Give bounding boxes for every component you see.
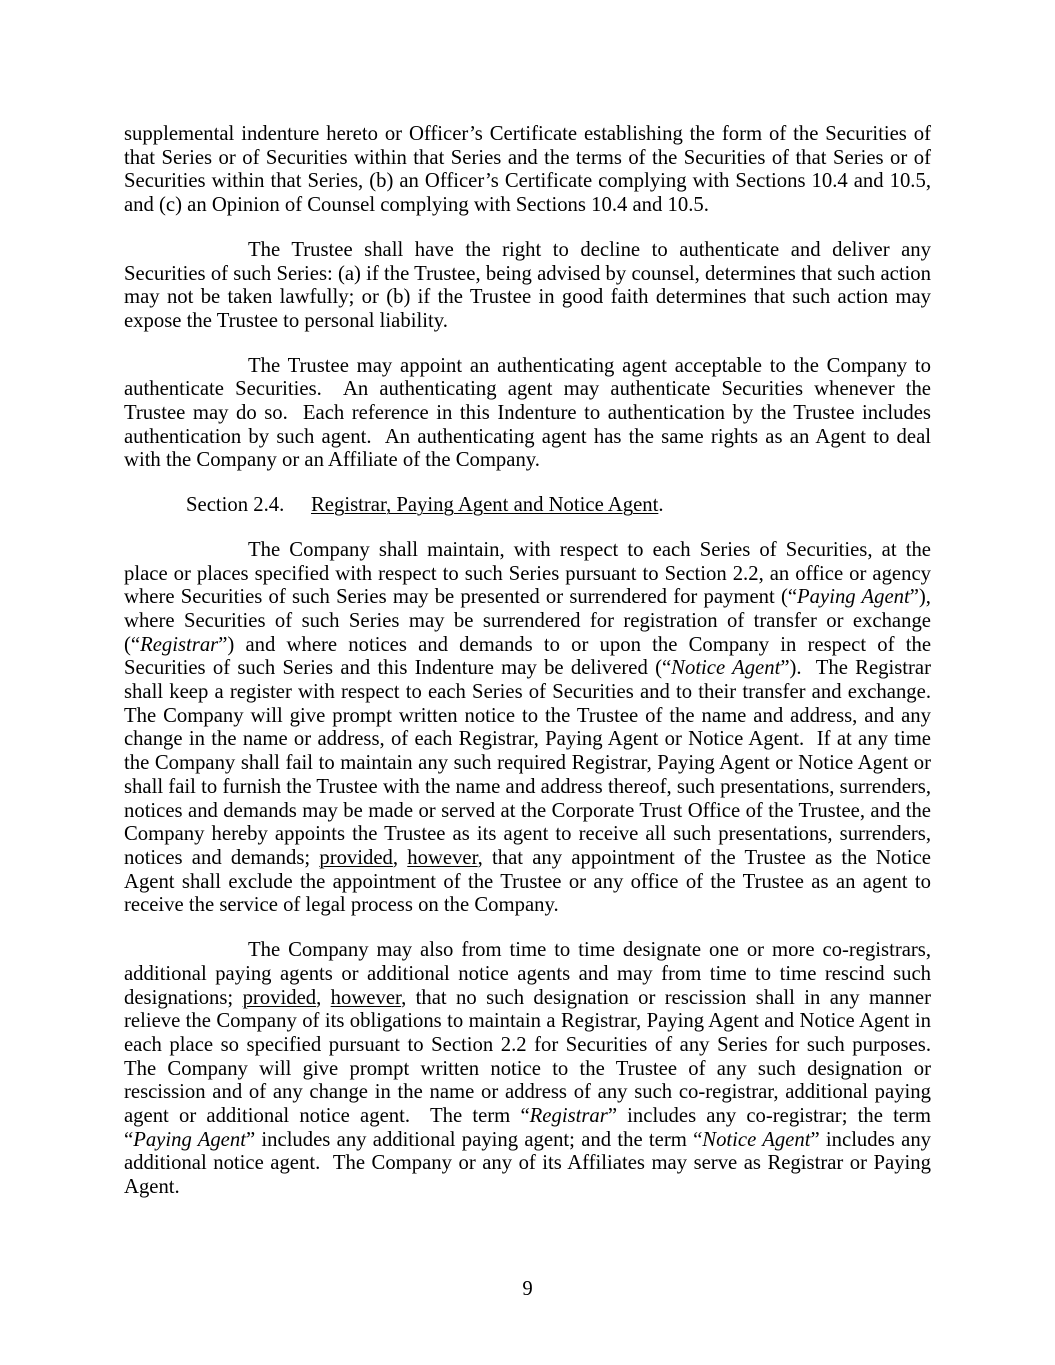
paragraph-text: , that any appointment of the Trustee as the Notice Agent shall exclude the appointment of the Trustee or any office of the Trustee as an agent to receive the service of legal process on the Company. [124, 846, 937, 917]
paragraph-text: ” includes any additional paying agent; and the term “ [245, 1128, 703, 1151]
decline-authentication-paragraph: The Trustee shall have the right to decline to authenticate and deliver any Securities of such Series: (a) if the Trustee, being advised by counsel, determines that such action may not be taken lawfully; or (b) if the Trustee in good faith determines that such action may expose the Trustee to personal liability. [124, 238, 937, 332]
proviso-however: however [330, 986, 402, 1009]
section-title-period: . [658, 494, 664, 517]
defined-term-registrar: Registrar [140, 633, 219, 656]
section-title: Registrar, Paying Agent and Notice Agent [311, 494, 659, 517]
section-number: Section 2.4. [186, 494, 285, 517]
proviso-however: however [407, 846, 478, 869]
co-registrars-paragraph [124, 939, 942, 1200]
paragraph-text: ” includes any additional notice agent. The Company or any of its Affiliates may serve as Registrar or Paying Agent. [124, 1128, 937, 1199]
paragraph-text: ”) and where notices and demands to or upon the Company in respect of the Securities of such Series and this Indenture may be delivered (“ [124, 633, 937, 680]
paragraph-text: , [392, 846, 408, 869]
paragraph-text: ”). The Registrar shall keep a register with respect to each Series of Securities and to their transfer and exchange. The Company will give prompt written notice to the Trustee of the name and address, and any change in the name or address, of each Registrar, Paying Agent or Notice Agent. If at any time the Company shall fail to maintain any such required Registrar, Paying Agent or Notice Agent or shall fail to furnish the Trustee with the name and address thereof, such presentations, surrenders, notices and demands may be made or served at the Corporate Trust Office of the Trustee, and the Company hereby appoints the Trustee as its agent to receive all such presentations, surrenders, notices and demands; [124, 657, 942, 869]
paragraph-text: , [316, 986, 331, 1009]
defined-term-paying-agent: Paying Agent [797, 586, 910, 609]
paragraph-text: The Company shall maintain, with respect to each Series of Securities, at the place or places specified with respect to such Series pursuant to Section 2.2, an office or agency where Securities of such Series may be presented or surrendered for payment (“ [124, 538, 937, 609]
proviso-provided: provided [319, 846, 393, 869]
proviso-provided: provided [242, 986, 317, 1009]
defined-term-registrar: Registrar [529, 1105, 608, 1128]
defined-term-notice-agent: Notice Agent [671, 657, 781, 680]
defined-term-paying-agent: Paying Agent [133, 1128, 246, 1151]
agents-maintenance-paragraph [124, 538, 942, 918]
continuation-paragraph: supplemental indenture hereto or Officer’s Certificate establishing the form of the Securities of that Series or of Securities within that Series and the terms of the Securities of that Series or of Securities within that Series, (b) an Officer’s Certificate complying with Sections 10.4 and 10.5, and (c) an Opinion of Counsel complying with Sections 10.4 and 10.5. [124, 123, 937, 217]
paragraph-text: The Company may also from time to time designate one or more co-registrars, additional paying agents or additional notice agents and may from time to time rescind such designations; [124, 939, 937, 1009]
paragraph-text: ”), where Securities of such Series may be surrendered for registration of transfer or exchange (“ [124, 586, 937, 656]
document-body [124, 123, 942, 1221]
paragraph-text: , that no such designation or rescission shall in any manner relieve the Company of its obligations to maintain a Registrar, Paying Agent and Notice Agent in each place so specified pursuant to Section 2.2 for Securities of any Series for such purposes. The Company will give prompt written notice to the Trustee of any such designation or rescission and of any change in the name or address of any such co-registrar, additional paying agent or additional notice agent. The term “ [124, 986, 942, 1128]
paragraph-text: ” includes any co-registrar; the term “ [124, 1105, 937, 1151]
authenticating-agent-paragraph: The Trustee may appoint an authenticating agent acceptable to the Company to authenticate Securities. An authenticating agent may authenticate Securities whenever the Trustee may do so. Each reference in this Indenture to authentication by the Trustee includes authentication by such agent. An authenticating agent has the same rights as an Agent to deal with the Company or an Affiliate of the Company. [124, 354, 937, 472]
section-heading [124, 494, 931, 518]
page-number: 9 [522, 1278, 533, 1300]
defined-term-notice-agent: Notice Agent [702, 1128, 811, 1151]
